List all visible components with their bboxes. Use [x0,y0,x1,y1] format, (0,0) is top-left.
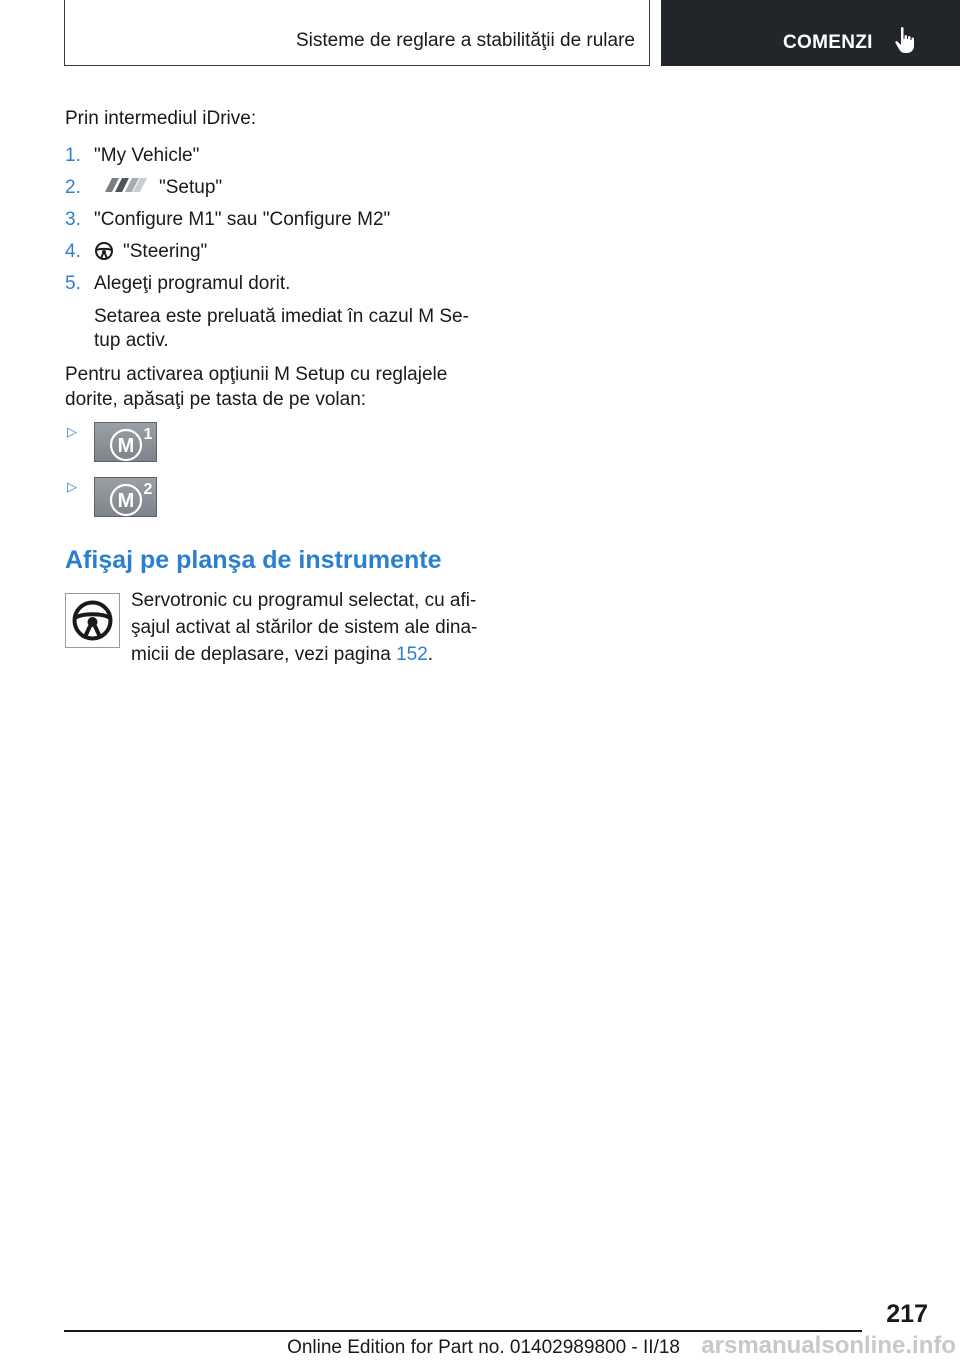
section-text-prefix: micii de deplasare, vezi pagina [131,644,397,665]
footer-edition: Online Edition for Part no. 01402989800 - II/18 [287,1337,680,1358]
header-section-title: Sisteme de reglare a stabilităţii de rulare [295,30,635,51]
m1-letter: M [117,435,135,457]
bullet-triangle: ▷ [67,479,77,494]
step-text: "Setup" [159,177,223,198]
activation-text: dorite, apăsaţi pe tasta de pe volan: [65,389,367,410]
header-box [64,0,650,66]
chapter-tab[interactable] [661,0,960,66]
chapter-tab-label: COMENZI [783,32,873,53]
step-note: Setarea este preluată imediat în cazul M Se‐ [94,306,469,327]
step-text: "Steering" [123,241,208,262]
step-text: "Configure M1" sau "Configure M2" [94,209,391,230]
m2-button-icon [95,478,158,518]
step-text: "My Vehicle" [94,145,200,166]
section-heading: Afişaj pe planşa de instrumente [65,546,442,574]
activation-text: Pentru activarea opţiunii M Setup cu reglajele [65,364,448,385]
step-number: 5. [65,273,81,294]
step-text: Alegeţi programul dorit. [94,273,291,294]
watermark: arsmanualsonline.info [701,1332,956,1359]
steering-wheel-icon [66,594,119,647]
steering-wheel-symbol-box [65,593,120,648]
m2-button-image [94,477,157,517]
step-number: 4. [65,241,81,262]
bullet-triangle: ▷ [67,424,77,439]
section-text: şajul activat al stărilor de sistem ale dina‐ [131,617,478,638]
section-text-suffix: . [427,644,434,665]
page-number: 217 [886,1300,928,1328]
m2-letter: M [117,490,135,512]
section-text [131,641,433,668]
page-reference-link[interactable]: 152 [396,644,428,665]
m1-button-icon [95,423,158,463]
step-number: 2. [65,177,81,198]
steering-wheel-icon [94,241,114,261]
m1-button-image [94,422,157,462]
section-text: Servotronic cu programul selectat, cu afi‐ [131,590,477,611]
m-stripes-icon [102,177,148,193]
m1-superscript: 1 [143,426,153,443]
step-number: 3. [65,209,81,230]
intro-text: Prin intermediul iDrive: [65,108,257,129]
step-number: 1. [65,145,81,166]
step-note: tup activ. [94,330,169,351]
m2-superscript: 2 [143,481,153,498]
pointing-hand-icon [894,26,920,54]
